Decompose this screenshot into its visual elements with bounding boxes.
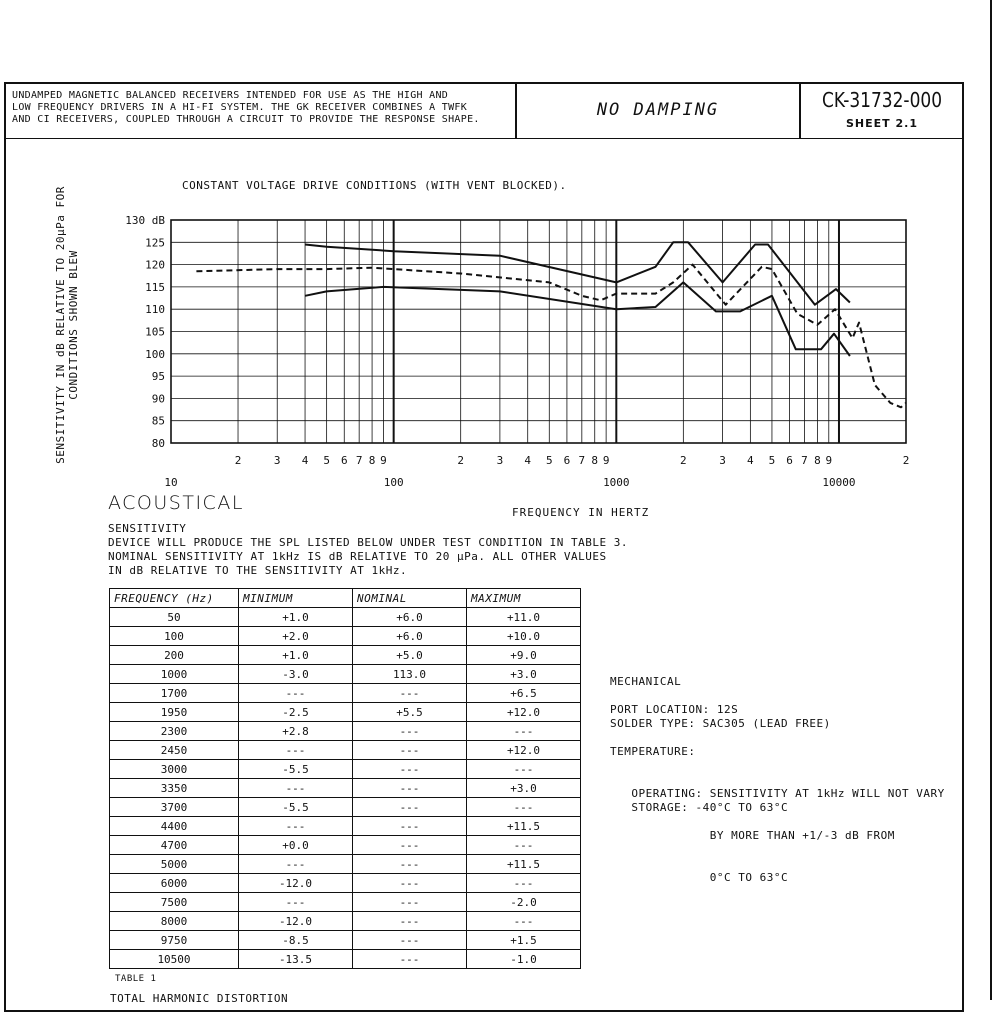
y-tick-label: 115 <box>145 280 165 294</box>
column-header: FREQUENCY (Hz) <box>110 589 239 608</box>
table-cell: 9750 <box>110 931 239 950</box>
y-tick-label: 80 <box>151 437 165 450</box>
table-cell: +6.5 <box>467 684 581 703</box>
description-line: UNDAMPED MAGNETIC BALANCED RECEIVERS INTENDED FOR USE AS THE HIGH AND <box>12 90 449 101</box>
column-header: MAXIMUM <box>467 589 581 608</box>
x-tick-label: 3 <box>719 454 726 467</box>
table-cell: +9.0 <box>467 646 581 665</box>
table-cell: 2450 <box>110 741 239 760</box>
table-cell: --- <box>353 817 467 836</box>
x-tick-label: 2 <box>680 454 687 467</box>
document-number: CK-31732-000 <box>821 88 943 112</box>
table-cell: +6.0 <box>353 608 467 627</box>
table-cell: 8000 <box>110 912 239 931</box>
x-tick-label: 4 <box>524 454 532 467</box>
table-cell: --- <box>353 760 467 779</box>
table-cell: +1.5 <box>467 931 581 950</box>
table-caption: TABLE 1 <box>115 974 157 984</box>
x-axis-title: FREQUENCY IN HERTZ <box>512 506 650 519</box>
table-cell: 3000 <box>110 760 239 779</box>
x-tick-label: 4 <box>747 454 754 467</box>
table-row <box>110 798 581 817</box>
table-cell: +11.0 <box>467 608 581 627</box>
table-cell: --- <box>353 836 467 855</box>
x-tick-label: 9 <box>825 454 833 467</box>
table-cell: --- <box>353 741 467 760</box>
x-tick-label: 3 <box>496 454 504 467</box>
table-row <box>110 665 581 684</box>
table-cell: -2.5 <box>239 703 353 722</box>
x-major-tick-label: 1000 <box>603 476 630 489</box>
thd-heading: TOTAL HARMONIC DISTORTION <box>110 992 289 1005</box>
sensitivity-table <box>109 588 581 969</box>
table-cell: --- <box>239 817 353 836</box>
table-cell: +0.0 <box>239 836 353 855</box>
table-row <box>110 855 581 874</box>
table-header-row <box>110 589 581 608</box>
y-axis-title: SENSITIVITY IN dB RELATIVE TO 20µPa FOR <box>54 186 67 464</box>
table-cell: --- <box>353 912 467 931</box>
sensitivity-description <box>108 522 628 578</box>
table-row <box>110 608 581 627</box>
table-row <box>110 722 581 741</box>
column-header: MINIMUM <box>239 589 353 608</box>
table-cell: --- <box>239 779 353 798</box>
y-tick-label: 130 dB <box>125 214 165 227</box>
x-tick-label: 4 <box>301 454 309 467</box>
x-major-tick-label: 10000 <box>822 476 856 489</box>
table-row <box>110 703 581 722</box>
y-tick-label: 95 <box>151 370 165 384</box>
table-cell: +10.0 <box>467 627 581 646</box>
x-tick-label: 6 <box>340 454 348 467</box>
table-row <box>110 874 581 893</box>
table-row <box>110 760 581 779</box>
storage-temp: STORAGE: -40°C TO 63°C <box>610 801 789 814</box>
temperature-heading: TEMPERATURE: <box>610 745 696 758</box>
table-cell: --- <box>353 779 467 798</box>
column-header: NOMINAL <box>353 589 467 608</box>
y-axis-title: CONDITIONS SHOWN BLEW <box>67 250 80 400</box>
description-line: AND CI RECEIVERS, COUPLED THROUGH A CIRCUIT TO PROVIDE THE RESPONSE SHAPE. <box>12 114 480 125</box>
x-tick-label: 7 <box>801 454 808 467</box>
table-cell: 4400 <box>110 817 239 836</box>
operating-temp <box>610 759 945 899</box>
table-cell: --- <box>239 855 353 874</box>
table-cell: 6000 <box>110 874 239 893</box>
sensitivity-line: SENSITIVITY <box>108 522 187 535</box>
table-cell: --- <box>467 760 581 779</box>
table-cell: 1950 <box>110 703 239 722</box>
sensitivity-line: DEVICE WILL PRODUCE THE SPL LISTED BELOW UNDER TEST CONDITION IN TABLE 3. <box>108 536 628 549</box>
table-cell: --- <box>239 684 353 703</box>
mechanical-heading: MECHANICAL <box>610 675 682 688</box>
y-tick-label: 85 <box>151 414 165 428</box>
acoustical-heading: ACOUSTICAL <box>108 492 244 514</box>
x-tick-label: 8 <box>591 454 599 467</box>
table-cell: --- <box>353 874 467 893</box>
x-tick-label: 8 <box>814 454 821 467</box>
x-tick-label: 5 <box>323 454 330 467</box>
table-cell: +3.0 <box>467 665 581 684</box>
table-cell: --- <box>353 950 467 969</box>
table-cell: 1700 <box>110 684 239 703</box>
damping-label: NO DAMPING <box>596 100 720 120</box>
table-cell: --- <box>467 722 581 741</box>
table-cell: --- <box>467 798 581 817</box>
sensitivity-line: NOMINAL SENSITIVITY AT 1kHz IS dB RELATIVE TO 20 µPa. ALL OTHER VALUES <box>108 550 607 563</box>
table-cell: 3700 <box>110 798 239 817</box>
table-cell: +2.8 <box>239 722 353 741</box>
table-cell: --- <box>467 874 581 893</box>
table-cell: -13.5 <box>239 950 353 969</box>
x-tick-label: 6 <box>786 454 793 467</box>
table-row <box>110 779 581 798</box>
table-cell: 5000 <box>110 855 239 874</box>
x-tick-label: 3 <box>273 454 281 467</box>
table-cell: -12.0 <box>239 912 353 931</box>
table-cell: -3.0 <box>239 665 353 684</box>
table-cell: +12.0 <box>467 703 581 722</box>
chart-title: CONSTANT VOLTAGE DRIVE CONDITIONS (WITH VENT BLOCKED). <box>182 179 567 192</box>
table-cell: -1.0 <box>467 950 581 969</box>
table-row <box>110 627 581 646</box>
table-cell: +12.0 <box>467 741 581 760</box>
x-tick-label: 5 <box>545 454 553 467</box>
table-cell: --- <box>353 722 467 741</box>
x-tick-label: 2 <box>902 454 910 467</box>
table-row <box>110 893 581 912</box>
x-tick-label: 6 <box>563 454 571 467</box>
table-cell: 1000 <box>110 665 239 684</box>
table-cell: +5.5 <box>353 703 467 722</box>
x-tick-label: 9 <box>602 454 610 467</box>
table-cell: 3350 <box>110 779 239 798</box>
table-row <box>110 931 581 950</box>
y-tick-label: 110 <box>145 303 165 317</box>
table-cell: 2300 <box>110 722 239 741</box>
table-cell: +1.0 <box>239 608 353 627</box>
table-cell: -8.5 <box>239 931 353 950</box>
y-tick-label: 125 <box>145 236 165 250</box>
x-tick-label: 9 <box>380 454 387 467</box>
y-tick-label: 100 <box>145 347 165 361</box>
table-row <box>110 836 581 855</box>
table-cell: 200 <box>110 646 239 665</box>
table-cell: +3.0 <box>467 779 581 798</box>
x-tick-label: 7 <box>355 454 363 467</box>
table-cell: --- <box>239 741 353 760</box>
table-cell: -2.0 <box>467 893 581 912</box>
table-row <box>110 741 581 760</box>
table-cell: 4700 <box>110 836 239 855</box>
operating-line: OPERATING: SENSITIVITY AT 1kHz WILL NOT VARY <box>610 787 945 800</box>
table-cell: --- <box>353 855 467 874</box>
limit-response-curve <box>305 242 850 304</box>
sheet-number: SHEET 2.1 <box>846 117 918 130</box>
table-row <box>110 646 581 665</box>
table-row <box>110 912 581 931</box>
y-tick-label: 120 <box>145 258 165 272</box>
table-row <box>110 950 581 969</box>
sensitivity-line: IN dB RELATIVE TO THE SENSITIVITY AT 1kHz. <box>108 564 408 577</box>
table-cell: +11.5 <box>467 817 581 836</box>
y-tick-label: 105 <box>145 325 165 339</box>
table-cell: --- <box>353 931 467 950</box>
table-cell: +2.0 <box>239 627 353 646</box>
table-cell: 10500 <box>110 950 239 969</box>
table-cell: 100 <box>110 627 239 646</box>
table-cell: +5.0 <box>353 646 467 665</box>
table-cell: -5.5 <box>239 798 353 817</box>
table-row <box>110 817 581 836</box>
x-tick-label: 2 <box>234 454 242 467</box>
x-tick-label: 8 <box>368 454 376 467</box>
table-row <box>110 684 581 703</box>
x-major-tick-label: 10 <box>164 476 178 489</box>
table-cell: -5.5 <box>239 760 353 779</box>
table-cell: --- <box>467 836 581 855</box>
table-cell: --- <box>467 912 581 931</box>
x-tick-label: 5 <box>768 454 776 467</box>
table-cell: 7500 <box>110 893 239 912</box>
table-cell: 50 <box>110 608 239 627</box>
table-cell: -12.0 <box>239 874 353 893</box>
table-cell: +11.5 <box>467 855 581 874</box>
x-tick-label: 7 <box>578 454 586 467</box>
y-tick-label: 90 <box>151 392 165 406</box>
solder-type: SOLDER TYPE: SAC305 (LEAD FREE) <box>610 717 831 730</box>
table-cell: --- <box>353 798 467 817</box>
table-cell: --- <box>239 893 353 912</box>
table-cell: 113.0 <box>353 665 467 684</box>
table-cell: +1.0 <box>239 646 353 665</box>
x-major-tick-label: 100 <box>383 476 404 489</box>
port-location: PORT LOCATION: 12S <box>610 703 739 716</box>
table-cell: --- <box>353 684 467 703</box>
description-line: LOW FREQUENCY DRIVERS IN A HI-FI SYSTEM. THE GK RECEIVER COMBINES A TWFK <box>12 102 468 113</box>
x-tick-label: 2 <box>457 454 464 467</box>
operating-line: 0°C TO 63°C <box>610 871 789 884</box>
table-cell: --- <box>353 893 467 912</box>
table-cell: +6.0 <box>353 627 467 646</box>
operating-line: BY MORE THAN +1/-3 dB FROM <box>610 829 895 842</box>
